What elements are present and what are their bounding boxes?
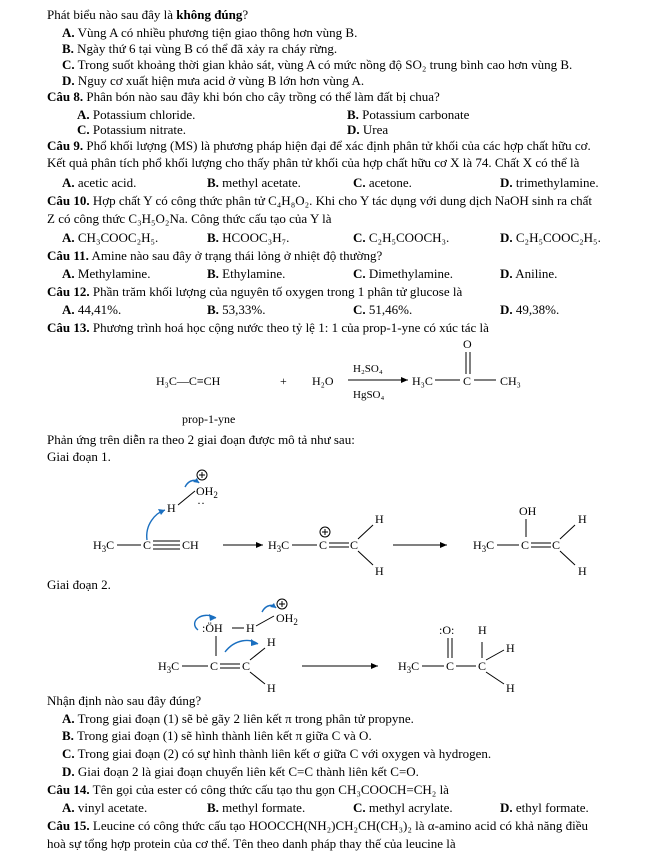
q9-stem-line1: Câu 9. Phổ khối lượng (MS) là phương pháp hiện đại để xác định phân tử khối của các hợp chất hữu cơ. [47,138,591,153]
q11-option-b: B. Ethylamine. [207,266,286,281]
q13-option-d: D. Giai đoạn 2 là giai đoạn chuyển liên kết C=C thành liên kết C=O. [62,764,419,779]
q7-option-a: A. Vùng A có nhiều phương tiện giao thông hơn vùng B. [62,25,358,40]
q10-option-b: B. HCOOC₃H₇. [207,230,290,245]
svg-text:H: H [267,635,276,649]
svg-text:H: H [267,681,276,694]
q8-option-d: D. Urea [347,122,389,137]
stage2-mechanism [150,594,530,694]
q10-stem-line1: Câu 10. Hợp chất Y có công thức phân tử C₄H₈O₂. Khi cho Y tác dụng với dung dịch NaOH sinh ra chất [47,193,592,208]
q10-option-c: C. C₂H₅COOCH₃. [353,230,450,245]
svg-text:H: H [478,623,487,637]
stage1-label: Giai đoạn 1. [47,449,111,464]
q12-option-a: A. 44,41%. [62,302,122,317]
svg-text:H3C: $H_3C$ [268,538,290,554]
curved-arrow-icon [147,510,165,540]
q14-option-a: A. vinyl acetate. [62,800,148,815]
q9-option-d: D. trimethylamine. [500,175,599,190]
q12-stem: Câu 12. Phần trăm khối lượng của nguyên tố oxygen trong 1 phân tử glucose là [47,284,463,299]
stage2-label: Giai đoạn 2. [47,577,111,592]
product-oxygen: O [463,337,472,351]
q9-option-c: C. acetone. [353,175,412,190]
q10-stem-line2: Z có công thức C₃H₅O₂Na. Công thức cấu tạo của Y là [47,211,332,226]
q8-stem: Câu 8. Phân bón nào sau đây khi bón cho cây trồng có thể làm đất bị chua? [47,89,440,104]
propyne-name: prop-1-yne [182,412,236,426]
svg-text:CH: CH [182,538,199,552]
q13-stem: Câu 13. Phương trình hoá học cộng nước theo tỷ lệ 1: 1 của prop-1-yne có xúc tác là [47,320,489,335]
svg-text:OH: OH [519,504,537,518]
q15-stem-line2: hoà sự tổng hợp protein của cơ thể. Tên theo danh pháp thay thế của leucine là [47,836,456,851]
svg-text:H: H [246,621,255,635]
product-left-group: H₃C [412,374,433,388]
svg-text:H3C: $H_3C$ [473,538,495,554]
svg-text:C: C [210,659,219,673]
q8-option-a: A. Potassium chloride. [77,107,196,122]
q7-option-b: B. Ngày thứ 6 tại vùng B có thể đã xảy ra cháy rừng. [62,41,338,56]
q14-option-c: C. methyl acrylate. [353,800,453,815]
oh2-label: $OH_2$ [196,484,218,500]
svg-text:OH2: $OH_2$ [276,611,298,627]
q13-overall-reaction [150,336,530,428]
plus-sign: + [280,374,287,388]
oh-lone-pairs: :ÖH [202,621,223,635]
catalyst-below: HgSO₄ [353,389,385,401]
reactant-propyne: H₃C—C≡CH [156,374,221,388]
q13-question: Nhận định nào sau đây đúng? [47,693,202,708]
q9-option-a: A. acetic acid. [62,175,137,190]
q14-option-d: D. ethyl formate. [500,800,589,815]
q12-option-b: B. 53,33%. [207,302,266,317]
svg-text:C: C [319,538,328,552]
q13-intro: Phản ứng trên diễn ra theo 2 giai đoạn được mô tả như sau: [47,432,355,447]
q10-option-d: D. C₂H₅COOC₂H₅. [500,230,601,245]
q11-option-a: A. Methylamine. [62,266,151,281]
svg-text:H: H [506,641,515,655]
svg-text:H: H [506,681,515,694]
q12-option-d: D. 49,38%. [500,302,560,317]
q9-option-b: B. methyl acetate. [207,175,301,190]
catalyst-above: H₂SO₄ [353,363,383,375]
q7-option-d: D. Nguy cơ xuất hiện mưa acid ở vùng B lớn hơn vùng A. [62,73,365,88]
svg-text:C: C [478,659,487,673]
lone-pair-dots: ·· [197,496,205,510]
q11-option-d: D. Aniline. [500,266,558,281]
q10-option-a: A. CH₃COOC₂H₅. [62,230,159,245]
svg-text:H: H [375,512,384,526]
h3c-label: $H_3C$ [93,538,115,554]
q13-option-a: A. Trong giai đoạn (1) sẽ bẻ gãy 2 liên kết π trong phân tử propyne. [62,711,414,726]
q13-option-c: C. Trong giai đoạn (2) có sự hình thành liên kết σ giữa C với oxygen và hydrogen. [62,746,492,761]
svg-text:H: H [375,564,384,578]
svg-text:H3C: $H_3C$ [158,659,180,675]
h-o-bond [178,491,195,505]
product-carbonyl-c: C [463,374,472,388]
q9-stem-line2: Kết quả phân tích phổ khối lượng cho thấy phân tử khối của hợp chất hữu cơ X là 74. Chất X có thể là [47,155,580,170]
q7-stem: Phát biểu nào sau đây là không đúng? [47,7,249,22]
q8-option-c: C. Potassium nitrate. [77,122,187,137]
svg-text:C: C [521,538,530,552]
svg-text:H: H [578,512,587,526]
h-label: H [167,501,176,515]
q13-option-b: B. Trong giai đoạn (1) sẽ hình thành liên kết π giữa C và O. [62,728,372,743]
reaction-arrowhead [401,377,408,383]
carbonyl-oxygen: :O: [439,623,455,637]
svg-text:C: C [350,538,359,552]
q14-option-b: B. methyl formate. [207,800,306,815]
svg-text:C: C [242,659,251,673]
product-right-group: CH₃ [500,374,521,388]
svg-text:H: H [578,564,587,578]
q11-option-c: C. Dimethylamine. [353,266,454,281]
q7-option-c: C. Trong suốt khoảng thời gian khảo sát, vùng A có mức nồng độ SO₂ trung bình cao hơn vùng B. [62,57,573,72]
stage1-mechanism [85,465,605,580]
q11-stem: Câu 11. Amine nào sau đây ở trạng thái lỏng ở nhiệt độ thường? [47,248,383,263]
svg-text:C: C [143,538,152,552]
reactant-water: H₂O [312,374,334,388]
svg-text:C: C [446,659,455,673]
svg-text:H3C: $H_3C$ [398,659,420,675]
q14-stem: Câu 14. Tên gọi của ester có công thức cấu tạo thu gọn CH₃COOCH=CH₂ là [47,782,449,797]
svg-text:C: C [552,538,561,552]
q8-option-b: B. Potassium carbonate [347,107,470,122]
q15-stem-line1: Câu 15. Leucine có công thức cấu tạo HOOCCH(NH₂)CH₂CH(CH₃)₂ là α-amino acid có khả năng điều [47,818,589,833]
q12-option-c: C. 51,46%. [353,302,413,317]
